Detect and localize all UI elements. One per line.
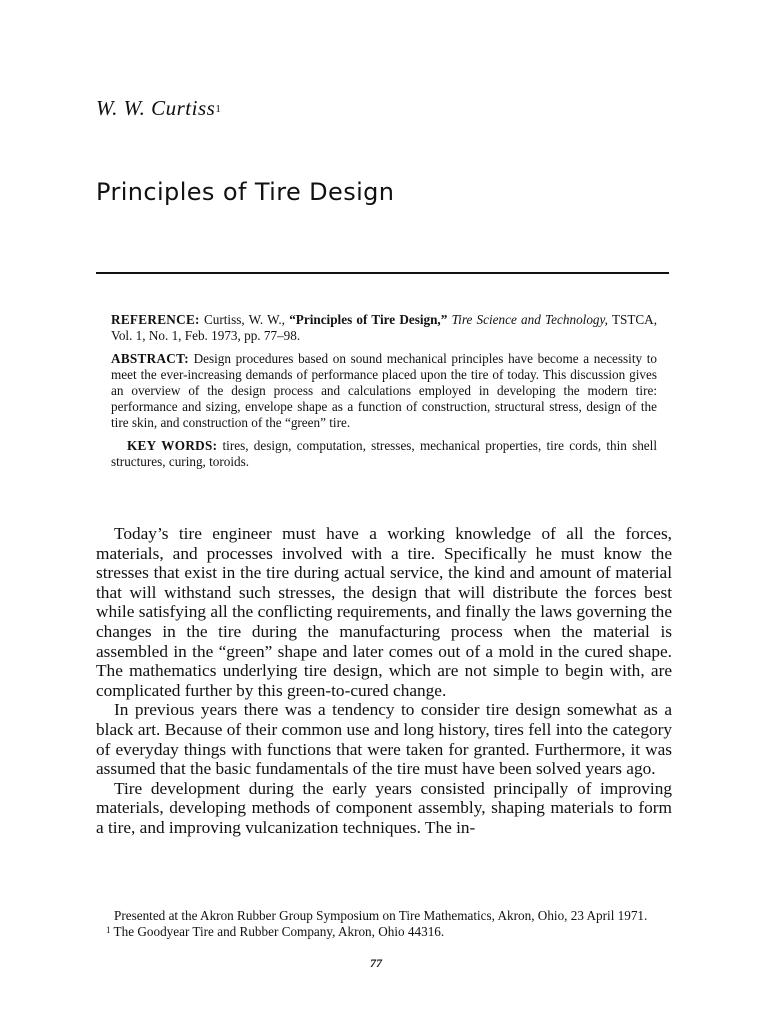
author-footnote-marker: 1 [215,103,222,115]
key-words-paragraph [111,438,657,470]
key-words-text: tires, design, computation, stresses, mechanical properties, tire cords, thin shell structures, curing, toroids. [111,438,657,469]
footnote-affiliation-marker: 1 [106,925,111,935]
abstract-paragraph [111,351,657,431]
footnotes [96,908,672,939]
body-text [96,524,672,838]
page-number: 77 [370,956,382,970]
reference-label: REFERENCE: [111,312,200,327]
body-paragraph-2: In previous years there was a tendency to consider tire design somewhat as a black art. Because of their common use and long history, tires fell into the category of everyday things with functions that were taken for granted. Furthermore, it was assumed that the basic fundamentals of the tire must have been solved years ago. [96,700,672,779]
abstract-block [111,312,657,477]
reference-details: TSTCA, Vol. 1, No. 1, Feb. 1973, pp. 77–98. [111,312,658,343]
reference-paragraph [111,312,657,344]
footnote-affiliation-text: The Goodyear Tire and Rubber Company, Akron, Ohio 44316. [110,924,445,939]
author-name: W. W. Curtiss [96,96,216,120]
footnote-affiliation [96,923,672,939]
reference-journal: Tire Science and Technology, [451,312,608,327]
abstract-text: Design procedures based on sound mechanical principles have become a necessity to meet the ever-increasing demands of performance placed upon the tire of today. This discussion gives an overview of the design process and calculations employed in developing the modern tire: performance and sizing, envelope shape as a function of construction, structural stress, design of the tire skin, and construction of the “green” tire. [111,351,657,430]
title-rule [96,272,669,274]
author-line [96,96,221,121]
reference-authors: Curtiss, W. W., [199,312,290,327]
paper-title: Principles of Tire Design [96,178,395,206]
reference-article-title: “Principles of Tire Design,” [289,312,448,327]
key-words-label: KEY WORDS: [127,438,218,453]
body-paragraph-1: Today’s tire engineer must have a working knowledge of all the forces, materials, and processes involved with a tire. Specifically he must know the stresses that exist in the tire during actual service, the kind and amount of material that will withstand such stresses, the design that will distribute the forces best while satisfying all the conflicting requirements, and finally the laws governing the changes in the tire during the manufacturing process when the material is assembled in the “green” shape and later comes out of a mold in the cured shape. The mathematics underlying tire design, which are not simple to begin with, are complicated further by this green-to-cured change. [96,524,672,700]
footnote-presented: Presented at the Akron Rubber Group Symposium on Tire Mathematics, Akron, Ohio, 23 April 1971. [114,908,648,923]
body-paragraph-3: Tire development during the early years consisted principally of improving materials, developing methods of component assembly, shaping materials to form a tire, and improving vulcanization techniques. The in- [96,778,672,837]
abstract-label: ABSTRACT: [111,351,189,366]
